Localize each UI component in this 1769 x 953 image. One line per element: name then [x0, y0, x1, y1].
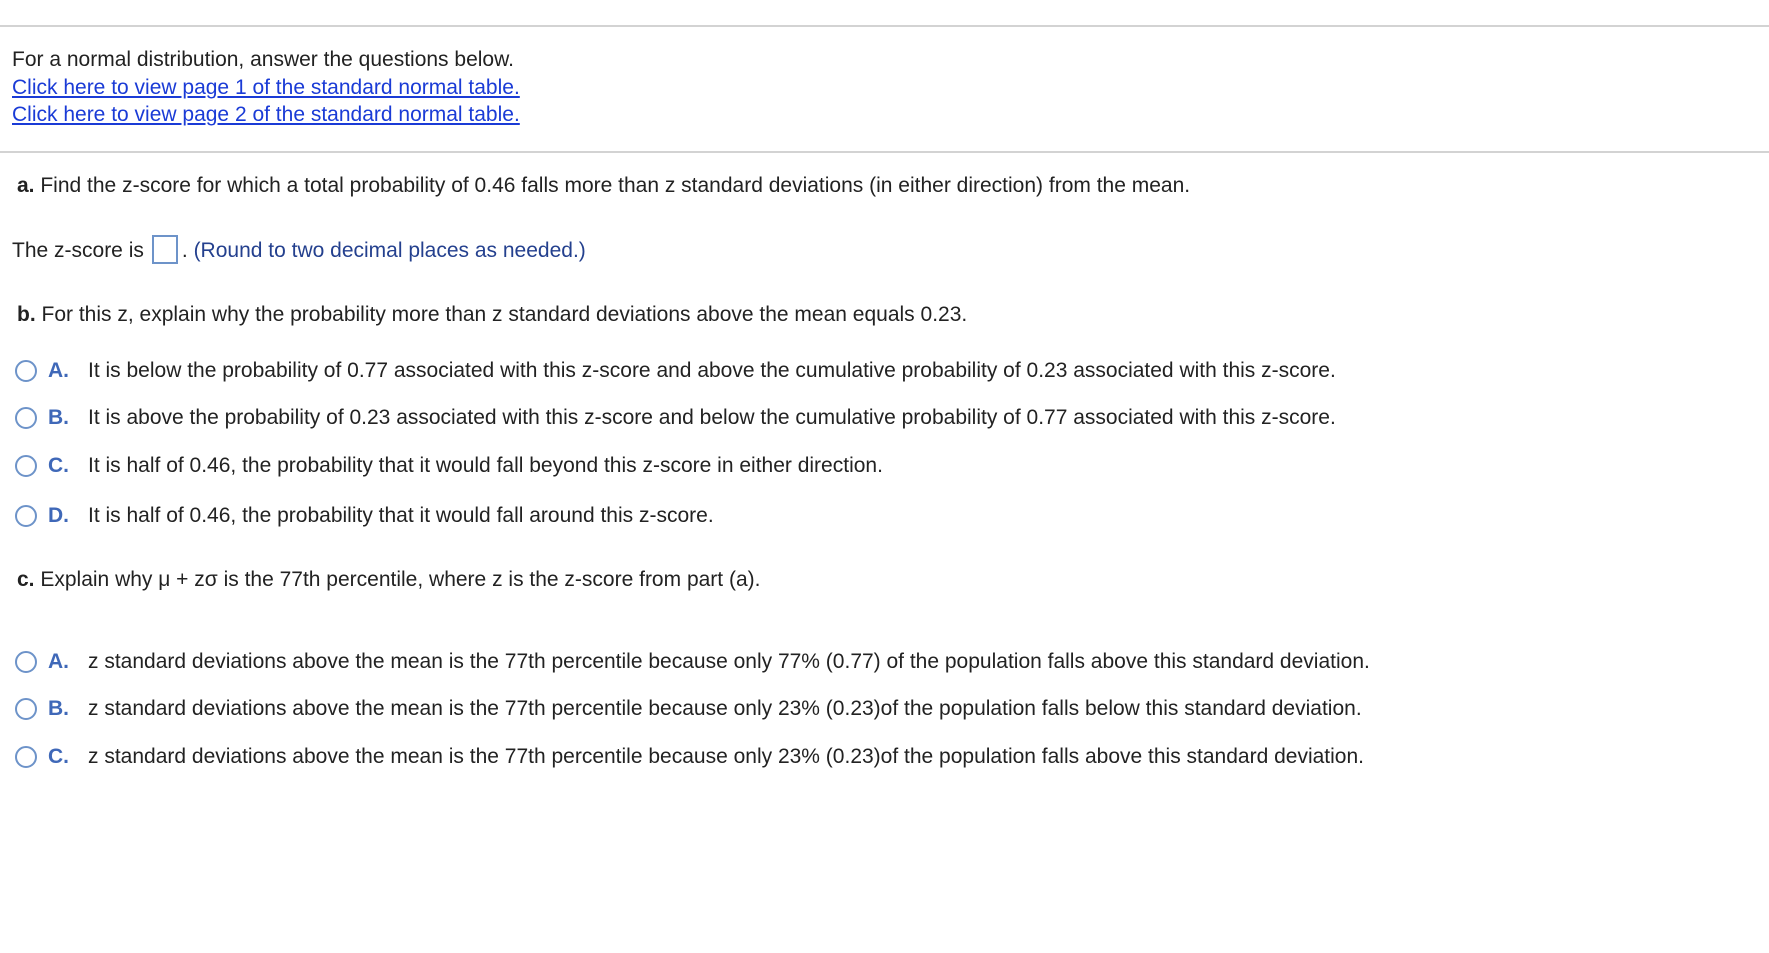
part-b-option-c[interactable]: [15, 451, 883, 481]
standard-normal-table-page1-link[interactable]: Click here to view page 1 of the standard normal table.: [12, 76, 520, 99]
option-text: z standard deviations above the mean is the 77th percentile because only 23% (0.23)of the population falls above this standard deviation.: [88, 745, 1364, 768]
part-c-option-a[interactable]: [15, 647, 1370, 677]
answer-prefix: The z-score is: [12, 239, 144, 263]
option-text: It is below the probability of 0.77 associated with this z-score and above the cumulative probability of 0.23 associated with this z-score.: [88, 359, 1336, 382]
part-b-option-d[interactable]: [15, 501, 714, 531]
option-letter: D.: [48, 504, 69, 527]
part-a-answer-row: [12, 237, 586, 266]
part-b-question-text: For this z, explain why the probability more than z standard deviations above the mean equals 0.23.: [41, 303, 968, 326]
part-c-label: c.: [17, 568, 35, 591]
top-divider: [0, 25, 1769, 27]
part-c-option-b[interactable]: [15, 694, 1362, 724]
option-letter: B.: [48, 406, 69, 429]
radio-button[interactable]: [15, 698, 37, 720]
part-b-question: [17, 302, 967, 328]
option-text: It is half of 0.46, the probability that it would fall beyond this z-score in either direction.: [88, 454, 883, 477]
option-letter: B.: [48, 697, 69, 720]
part-b-option-b[interactable]: [15, 403, 1336, 433]
option-letter: C.: [48, 454, 69, 477]
part-a-question-text: Find the z-score for which a total probability of 0.46 falls more than z standard deviations (in either direction) from the mean.: [40, 174, 1191, 197]
intro-text: For a normal distribution, answer the questions below.: [12, 48, 514, 71]
part-c-option-c[interactable]: [15, 742, 1364, 772]
option-text: z standard deviations above the mean is the 77th percentile because only 77% (0.77) of the population falls above this standard deviation.: [88, 650, 1370, 673]
part-b-option-a[interactable]: [15, 356, 1336, 386]
rounding-hint: (Round to two decimal places as needed.): [193, 239, 586, 263]
part-b-label: b.: [17, 303, 36, 326]
intro-divider: [0, 151, 1769, 153]
radio-button[interactable]: [15, 360, 37, 382]
option-text: It is half of 0.46, the probability that it would fall around this z-score.: [88, 504, 714, 527]
option-letter: A.: [48, 359, 69, 382]
answer-suffix: .: [181, 239, 188, 263]
part-c-question: [17, 567, 760, 593]
radio-button[interactable]: [15, 651, 37, 673]
part-a-question: [17, 173, 1190, 199]
radio-button[interactable]: [15, 746, 37, 768]
option-letter: C.: [48, 745, 69, 768]
option-text: It is above the probability of 0.23 associated with this z-score and below the cumulative probability of 0.77 associated with this z-score.: [88, 406, 1336, 429]
standard-normal-table-page2-link[interactable]: Click here to view page 2 of the standard normal table.: [12, 103, 520, 126]
radio-button[interactable]: [15, 407, 37, 429]
z-score-answer-input[interactable]: [152, 235, 178, 264]
part-a-label: a.: [17, 174, 35, 197]
part-c-question-text: Explain why μ + zσ is the 77th percentile, where z is the z-score from part (a).: [40, 568, 761, 591]
option-letter: A.: [48, 650, 69, 673]
option-text: z standard deviations above the mean is the 77th percentile because only 23% (0.23)of the population falls below this standard deviation.: [88, 697, 1362, 720]
radio-button[interactable]: [15, 505, 37, 527]
radio-button[interactable]: [15, 455, 37, 477]
